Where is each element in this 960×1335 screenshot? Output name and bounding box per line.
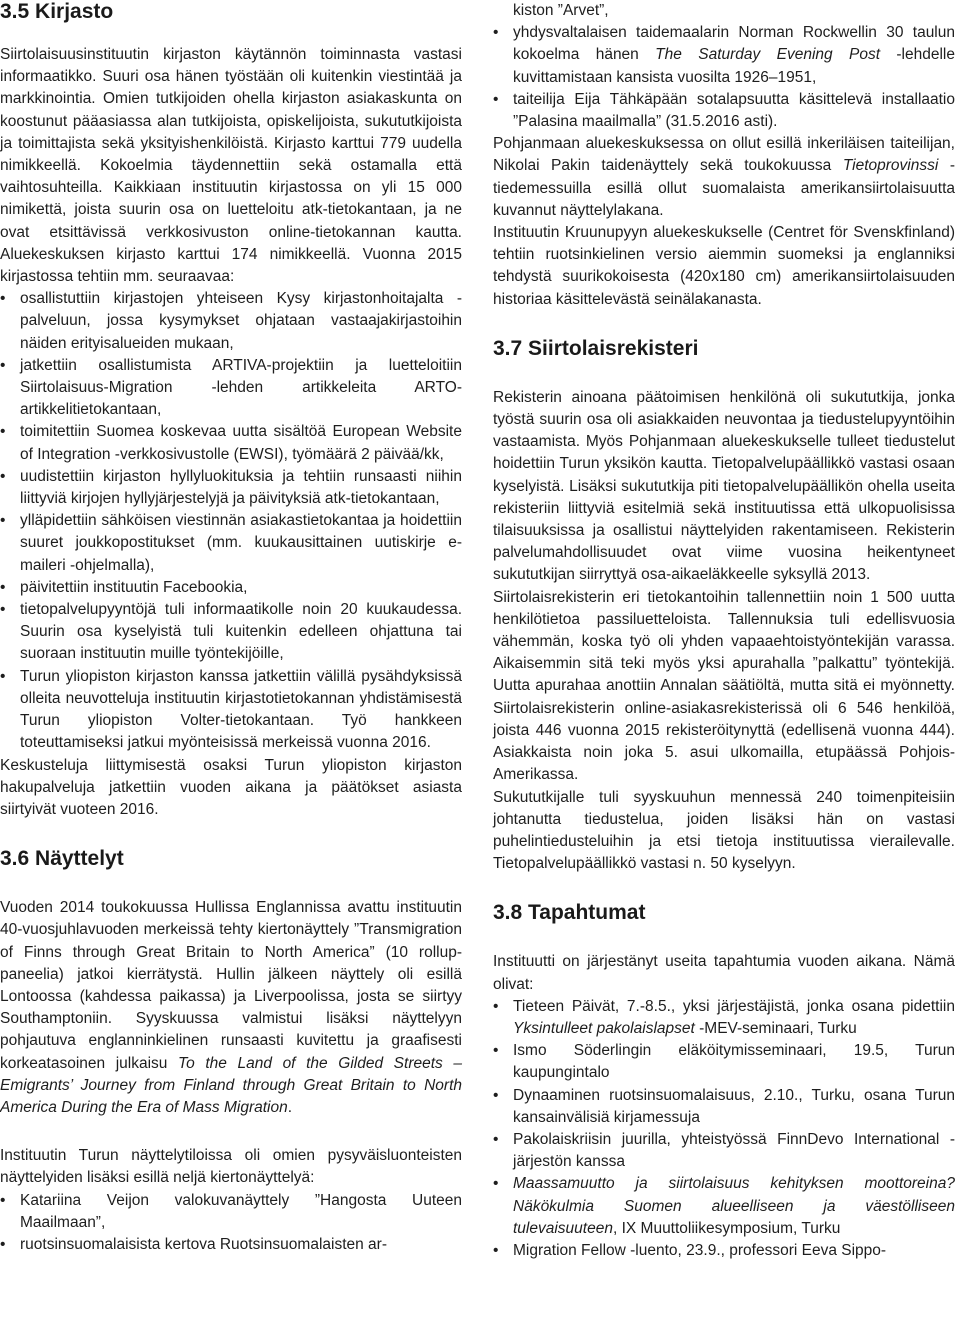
list-item: • taiteilija Eija Tähkäpään sotalapsuutta käsittelevä installaatio ”Palasina maailmalla” (31.5.2016 asti). [493, 89, 955, 133]
list-item: • Migration Fellow -luento, 23.9., professori Eeva Sippo- [493, 1240, 955, 1262]
text-run: , IX Muuttoliikesymposium, Turku [612, 1219, 841, 1237]
rekisteri-paragraph-3: Sukututkijalle tuli syyskuuhun mennessä 240 toimenpiteisiin johtanutta tiedustelua, joiden lisäksi hän on vastasi puhelintiedusteluihin ja etsi tietoja instituutissa vierailevalle. Tietopalvelupäällikkö vastasi n. 50 kyselyyn. [493, 788, 955, 873]
nayttelyt-paragraph-1 [0, 897, 462, 1119]
text-run: yhdysvaltalaisen taidemaalarin Norman Rockwellin 30 taulun kokoelma hänen [513, 24, 955, 64]
list-item: • Pakolaiskriisin juurilla, yhteistyössä FinnDevo International -järjestön kanssa [493, 1129, 955, 1173]
text-run: -tiedemessuilla esillä ollut suomalaista amerikansiirtolaisuutta kuvannut näyttelylakana. [493, 157, 956, 219]
heading-kirjasto: 3.5 Kirjasto [0, 0, 114, 23]
list-item: • tietopalvelupyyntöjä tuli informaatikolle noin 20 kuukaudessa. Suurin osa kyselyistä tuli kuitenkin edelleen ohjattuna tai suoraan instituutin muille työntekijöille, [0, 599, 462, 666]
left-column [0, 0, 462, 1256]
rekisteri-paragraph-1: Rekisterin ainoana päätoimisen henkilönä oli sukututkija, jonka työstä suurin osa oli asiakkaiden neuvontaa ja tiedustelupyyntöihin vastaamista. Myös Pohjanmaan aluekeskukselle tulleet tiedustelut hoidettiin Turun yksikön kautta. Tietopalvelupäällikkö vastasi osaan kyselyistä. Lisäksi sukututkija piti tietopalvelupäällikön ohella useita rekisteriin liittyviä esitelmiä sekä instituutissa että ulkopuolisissa tilaisuuksissa ja osallistui näyttelyiden rakentamiseen. Rekisterin palvelumahdollisuudet ovat viime vuosina heikentyneet sukututkijan siirryttyä osa-aikaeläkkeelle syksyllä 2013. [493, 388, 955, 584]
event-title: Tietoprovinssi [842, 157, 939, 175]
nayttelyt-paragraph-4: Instituutin Kruunupyyn aluekeskukselle (Centret för Svenskfinland) tehtiin ruotsinkielinen versio aiemmin suomeksi ja englanniksi tehdystä suurikokoisesta (420x180 cm) amerikansiirtolaisuuden historiaa käsittelevästä seinälakanasta. [493, 224, 955, 308]
rekisteri-paragraph-2: Siirtolaisrekisterin eri tietokantoihin tallennettiin noin 1 500 uutta henkilötietoa passiluetteloista. Tallennuksia tuli edellisvuosia vähemmän, koska työ oli yhden vapaaehtoistyöntekijän varassa. Aikaisemmin sitä teki myös yksi apurahalla ”palkattu” työntekijä. Uutta apurahaa anottiin Annalan säätiöltä, mutta sitä ei myönnetty. Siirtolaisrekisterin online-asiakasrekisterissä oli 6 546 henkilöä, joista 446 vuonna 2015 rekisteröitynyttä (edellisenä vuonna 444). Asiakkaista noin joka 5. asui ulkomailla, etupäässä Pohjois-Amerikassa. [493, 588, 955, 784]
kirjasto-paragraph-1: Siirtolaisuusinstituutin kirjaston käytännön toiminnasta vastasi informaatikko. Suuri osa hänen työstään oli kuitenkin viestintää ja markkinointia. Omien tutkijoiden ohella kirjaston asiakaskunta on koostunut pääasiassa alan tutkijoista, opiskelijoista, sukututkijoista ja toimittajista sekä yksityishenkilöistä. Kirjasto karttui 779 uudella nimikkeellä. Kokoelmia täydennettiin sekä ostamalla että vaihtosuhteilla. Kaikkiaan instituutin kirjastossa on yli 15 000 nimikettä, joista suurin osa on luetteloitu atk-tietokantaan, ja ne ovat etsittävissä verkkosivuston online-tietokannan kautta. Aluekeskuksen kirjasto karttui 174 nimikkeellä. Vuonna 2015 kirjastossa tehtiin mm. seuraavaa: [0, 46, 462, 286]
publication-title: To the Land of the Gilded Streets – Emigrants’ Journey from Finland through Great Britain to North America During the Era of Mass Migration [0, 1054, 463, 1116]
list-item: • Katariina Veijon valokuvanäyttely ”Hangosta Uuteen Maailmaan”, [0, 1190, 462, 1234]
list-item [493, 996, 955, 1040]
list-item: • osallistuttiin kirjastojen yhteiseen Kysy kirjastonhoitajalta -palveluun, jossa kysymykset ohjataan vastaajakirjastoihin näiden erityisalueiden mukaan, [0, 288, 462, 355]
symposium-title: Maassamuutto ja siirtolaisuus kehityksen moottoreina? Näkökulmia Suomen alueelliseen ja väestölliseen tulevaisuuteen [513, 1175, 955, 1237]
kirjasto-activities-list [0, 288, 462, 754]
text-run: Pohjanmaan aluekeskuksessa on ollut esillä inkeriläisen taiteilijan, Nikolai Pakin taidenäyttely sekä toukokuussa [493, 135, 955, 175]
list-item: • Turun yliopiston kirjaston kanssa jatkettiin välillä pysähdyksissä olleita neuvotteluja instituutin kirjastotietokannan yhdistämisestä Turun yliopiston Volter-tietokantaan. Työ hankkeen toteuttamiseksi jatkui myönteisissä merkeissä vuonna 2016. [0, 666, 462, 755]
list-item [493, 22, 955, 89]
tapahtumat-list [493, 996, 955, 1262]
nayttelyt-paragraph-3 [493, 133, 955, 222]
list-item-continuation: kiston ”Arvet”, [513, 2, 609, 19]
heading-siirtolaisrekisteri: 3.7 Siirtolaisrekisteri [493, 336, 699, 360]
nayttelyt-list-right [493, 22, 955, 133]
nayttelyt-paragraph-2: Instituutin Turun näyttelytiloissa oli omien pysyväisluonteisten näyttelyiden lisäksi esillä neljä kiertonäyttelyä: [0, 1147, 462, 1187]
heading-nayttelyt: 3.6 Näyttelyt [0, 847, 124, 871]
list-item: • jatkettiin osallistumista ARTIVA-projektiin ja luetteloitiin Siirtolaisuus-Migration -lehden artikkeleita ARTO-artikkelitietokantaan, [0, 355, 462, 422]
kirjasto-paragraph-2: Keskusteluja liittymisestä osaksi Turun yliopiston kirjaston hakupalveluja jatkettiin vuoden aikana ja päätökset asiasta siirtyivät vuoteen 2016. [0, 756, 462, 818]
list-item: • uudistettiin kirjaston hyllyluokituksia ja tehtiin runsaasti niihin liittyviä kirjojen hyllyjärjestelyjä ja päivityksiä atk-tietokantaan, [0, 466, 462, 510]
list-item: • Ismo Söderlingin eläköitymisseminaari, 19.5, Turun kaupungintalo [493, 1040, 955, 1084]
text-run: -lehdelle kuvittamistaan kansista vuosilta 1926–1951, [513, 46, 955, 86]
text-run: Vuoden 2014 toukokuussa Hullissa Englannissa avattu instituutin 40-vuosjuhlavuoden merkeissä tehty kiertonäyttely ”Transmigration of Finns through Great Britain to North America” (10 rollup-paneelia) jatkoi kierrätystä. Hullin jälkeen näyttely oli esillä Lontoossa (kahdessa paikassa) ja Liverpoolissa, josta se siirtyy Southamptoniin. Syyskuussa valmistui lisäksi näyttelyyn pohjautuva englanninkielinen runsaasti kuvitettu ja graafisesti korkeatasoinen julkaisu [0, 899, 462, 1072]
right-column [493, 0, 955, 1262]
list-item: • Dynaaminen ruotsinsuomalaisuus, 2.10., Turku, osana Turun kansainvälisiä kirjamessuja [493, 1085, 955, 1129]
list-item: • toimitettiin Suomea koskevaa uutta sisältöä European Website of Integration -verkkosivustolle (EWSI), työmäärä 2 päivää/kk, [0, 421, 462, 465]
text-run: . [287, 1098, 293, 1116]
heading-tapahtumat: 3.8 Tapahtumat [493, 901, 646, 925]
publication-title: The Saturday Evening Post [655, 46, 881, 64]
seminar-title: Yksintulleet pakolaislapset [513, 1019, 695, 1037]
list-item: • ruotsinsuomalaisista kertova Ruotsinsuomalaisten ar- [0, 1234, 462, 1256]
list-item: • päivitettiin instituutin Facebookia, [0, 577, 462, 599]
tapahtumat-paragraph-1: Instituutti on järjestänyt useita tapahtumia vuoden aikana. Nämä olivat: [493, 953, 955, 993]
list-item [493, 1173, 955, 1240]
text-run: -MEV-seminaari, Turku [694, 1019, 857, 1037]
text-run: Tieteen Päivät, 7.-8.5., yksi järjestäjistä, jonka osana pidettiin [513, 997, 955, 1015]
list-item: • ylläpidettiin sähköisen viestinnän asiakastietokantaa ja hoidettiin suuret joukkopostitukset (mm. kuukausittainen uutiskirje e-maileri -ohjelmalla), [0, 510, 462, 577]
nayttelyt-list-left [0, 1190, 462, 1257]
